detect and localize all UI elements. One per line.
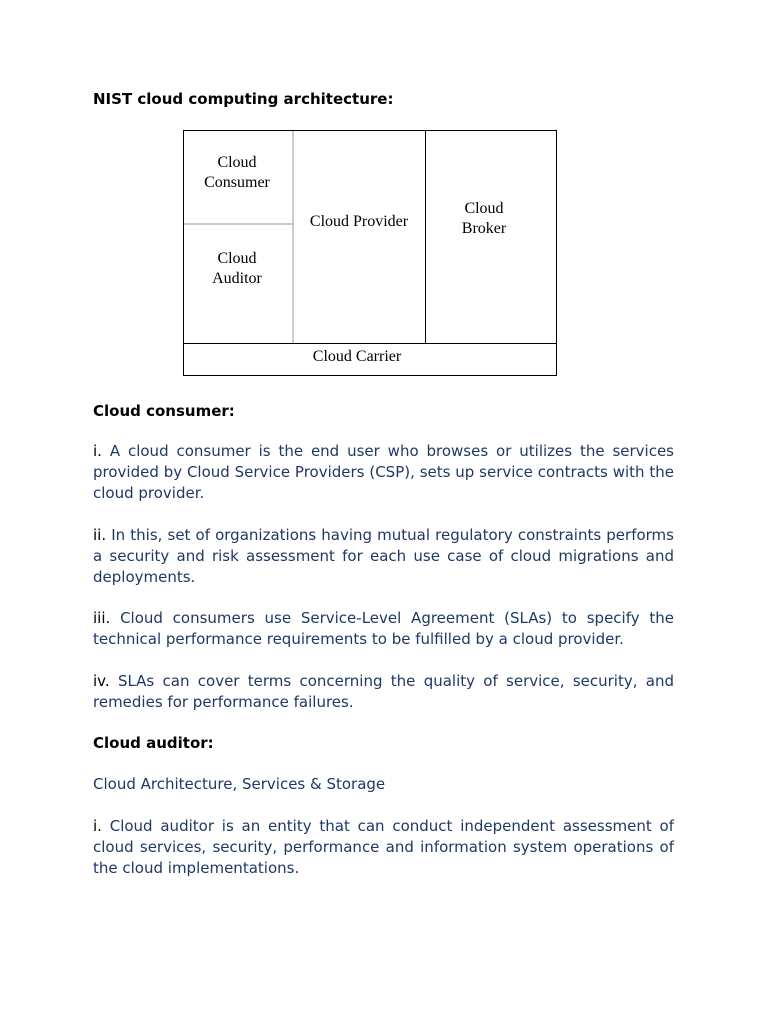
item-number: iii. xyxy=(93,609,111,627)
item-text: In this, set of organizations having mutual regulatory constraints performs a security and risk assessment for each use case of cloud migrations and deployments. xyxy=(93,526,674,586)
item-number: ii. xyxy=(93,526,107,544)
item-number: iv. xyxy=(93,672,110,690)
item-text: A cloud consumer is the end user who browses or utilizes the services provided by Cloud Service Providers (CSP), sets up service contracts with the cloud provider. xyxy=(93,442,674,502)
cloud-provider-label: Cloud Provider xyxy=(309,213,409,230)
page-title: NIST cloud computing architecture: xyxy=(93,90,394,108)
consumer-item xyxy=(93,441,674,503)
item-number: i. xyxy=(93,442,102,460)
cloud-carrier-label: Cloud Carrier xyxy=(312,348,402,365)
cloud-consumer-heading: Cloud consumer: xyxy=(93,402,235,420)
item-number: i. xyxy=(93,817,102,835)
item-text: SLAs can cover terms concerning the quality of service, security, and remedies for performance failures. xyxy=(93,672,674,711)
auditor-subtitle: Cloud Architecture, Services & Storage xyxy=(93,775,386,793)
consumer-item xyxy=(93,608,674,650)
nist-architecture-diagram xyxy=(183,130,557,376)
cloud-consumer-label: Cloud Consumer xyxy=(204,154,270,191)
cloud-broker-label: Cloud Broker xyxy=(461,200,507,237)
auditor-item xyxy=(93,816,674,878)
item-text: Cloud consumers use Service-Level Agreement (SLAs) to specify the technical performance requirements to be fulfilled by a cloud provider. xyxy=(93,609,674,648)
consumer-item xyxy=(93,525,674,587)
item-text: Cloud auditor is an entity that can conduct independent assessment of cloud services, security, performance and information system operations of the cloud implementations. xyxy=(93,817,674,877)
cloud-auditor-label: Cloud Auditor xyxy=(212,250,262,287)
consumer-item xyxy=(93,671,674,713)
cloud-auditor-heading: Cloud auditor: xyxy=(93,734,214,752)
